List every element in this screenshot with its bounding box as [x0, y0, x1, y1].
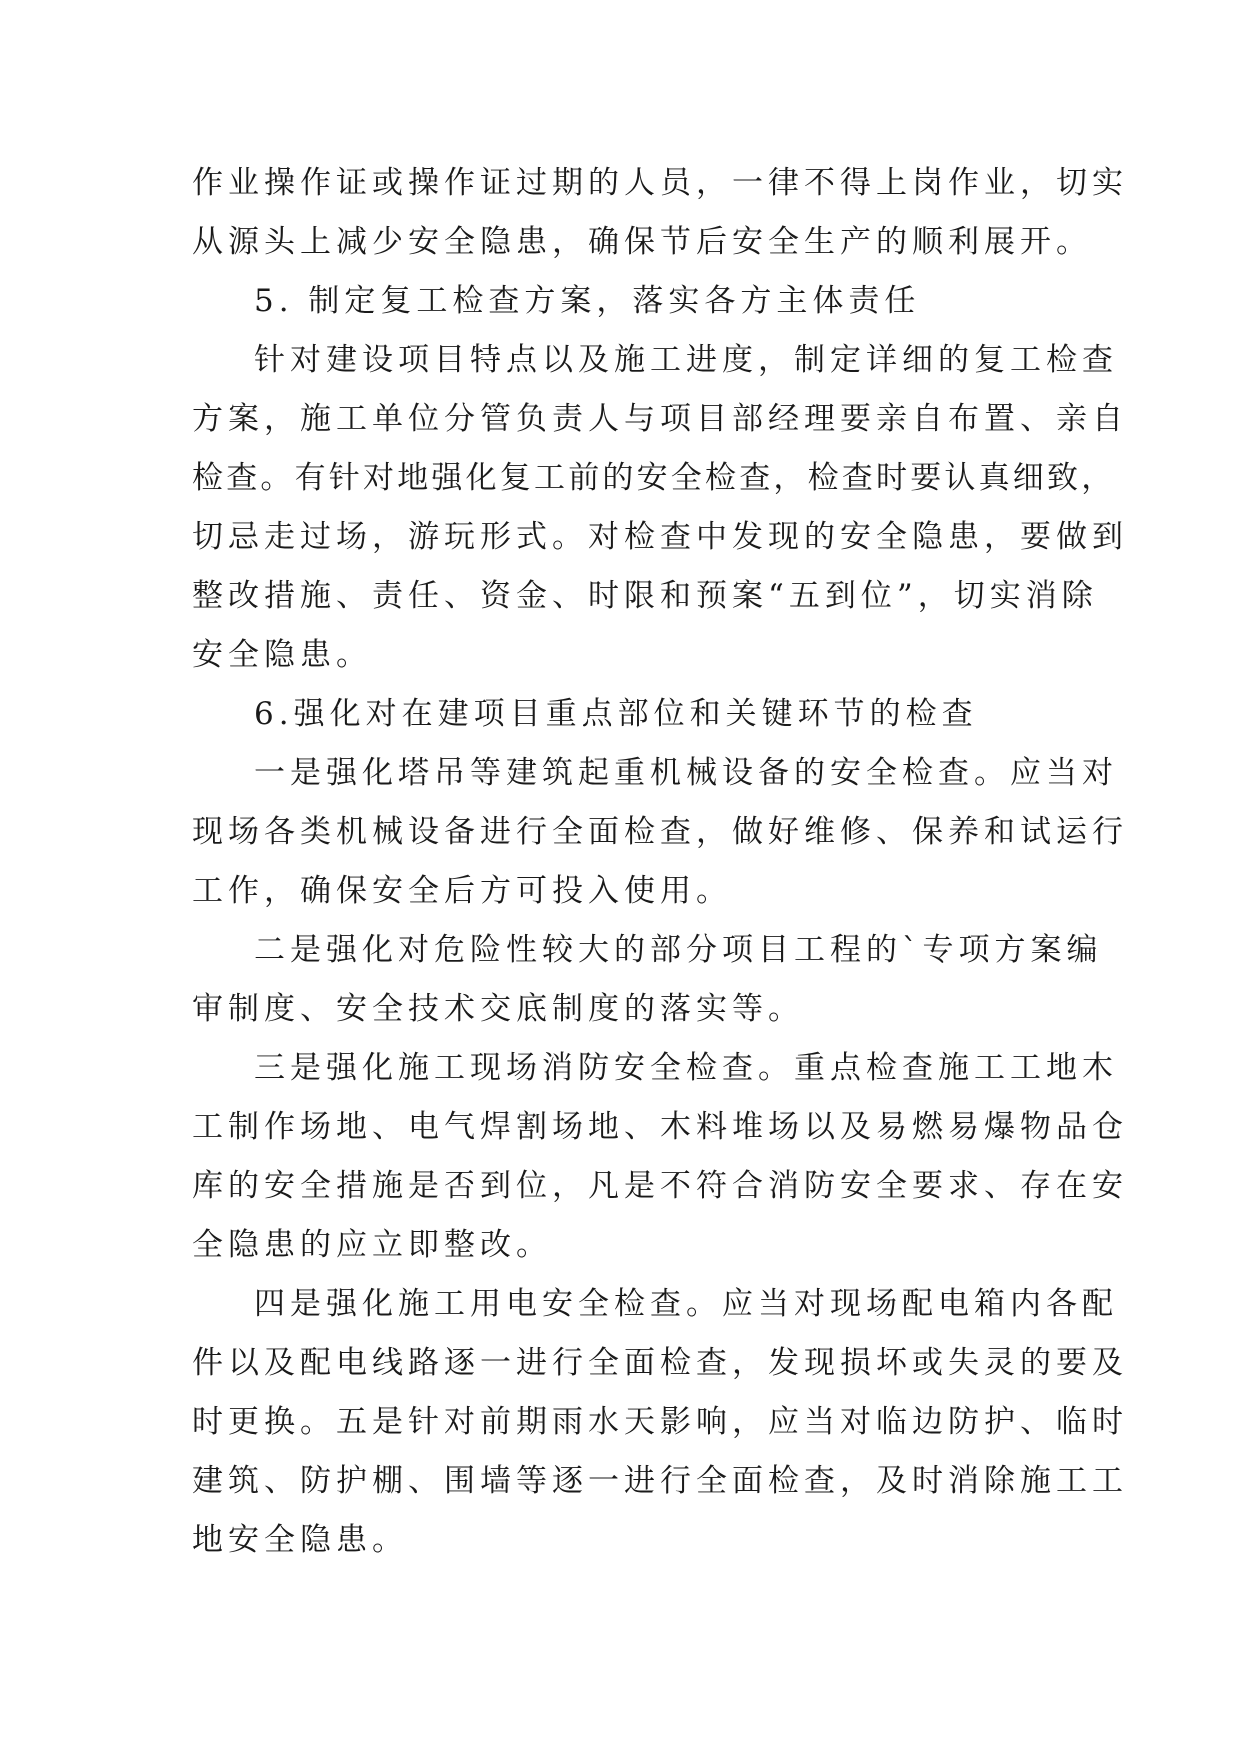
document-body: [192, 154, 1128, 1570]
text-line: 工制作场地、电气焊割场地、木料堆场以及易燃易爆物品仓: [192, 1109, 1128, 1145]
section-heading-5: 5. 制定复工检查方案，落实各方主体责任: [254, 283, 921, 319]
text-line: 四是强化施工用电安全检查。应当对现场配电箱内各配: [254, 1286, 1118, 1322]
text-line: 三是强化施工现场消防安全检查。重点检查施工工地木: [254, 1050, 1118, 1086]
text-line: 检查。有针对地强化复工前的安全检查，检查时要认真细致，: [192, 460, 1116, 496]
text-line: 从源头上减少安全隐患，确保节后安全生产的顺利展开。: [192, 224, 1092, 260]
text-line: 一是强化塔吊等建筑起重机械设备的安全检查。应当对: [254, 755, 1118, 791]
text-line: 方案，施工单位分管负责人与项目部经理要亲自布置、亲自: [192, 401, 1128, 437]
text-line: 时更换。五是针对前期雨水天影响，应当对临边防护、临时: [192, 1404, 1128, 1440]
text-line: 作业操作证或操作证过期的人员，一律不得上岗作业，切实: [192, 165, 1128, 201]
text-line: 库的安全措施是否到位，凡是不符合消防安全要求、存在安: [192, 1168, 1128, 1204]
text-line: 审制度、安全技术交底制度的落实等。: [192, 991, 804, 1027]
text-line: 二是强化对危险性较大的部分项目工程的`专项方案编: [254, 932, 1103, 968]
text-line: 整改措施、责任、资金、时限和预案“五到位”，切实消除: [192, 578, 1098, 614]
text-line: 针对建设项目特点以及施工进度，制定详细的复工检查: [254, 342, 1118, 378]
text-line: 切忌走过场，游玩形式。对检查中发现的安全隐患，要做到: [192, 519, 1128, 555]
text-line: 现场各类机械设备进行全面检查，做好维修、保养和试运行: [192, 814, 1128, 850]
text-line: 件以及配电线路逐一进行全面检查，发现损坏或失灵的要及: [192, 1345, 1128, 1381]
text-line: 建筑、防护棚、围墙等逐一进行全面检查，及时消除施工工: [192, 1463, 1128, 1499]
text-line: 全隐患的应立即整改。: [192, 1227, 552, 1263]
section-heading-6: 6.强化对在建项目重点部位和关键环节的检查: [254, 696, 978, 732]
text-line: 地安全隐患。: [192, 1522, 408, 1558]
text-line: 安全隐患。: [192, 637, 372, 673]
text-line: 工作，确保安全后方可投入使用。: [192, 873, 732, 909]
